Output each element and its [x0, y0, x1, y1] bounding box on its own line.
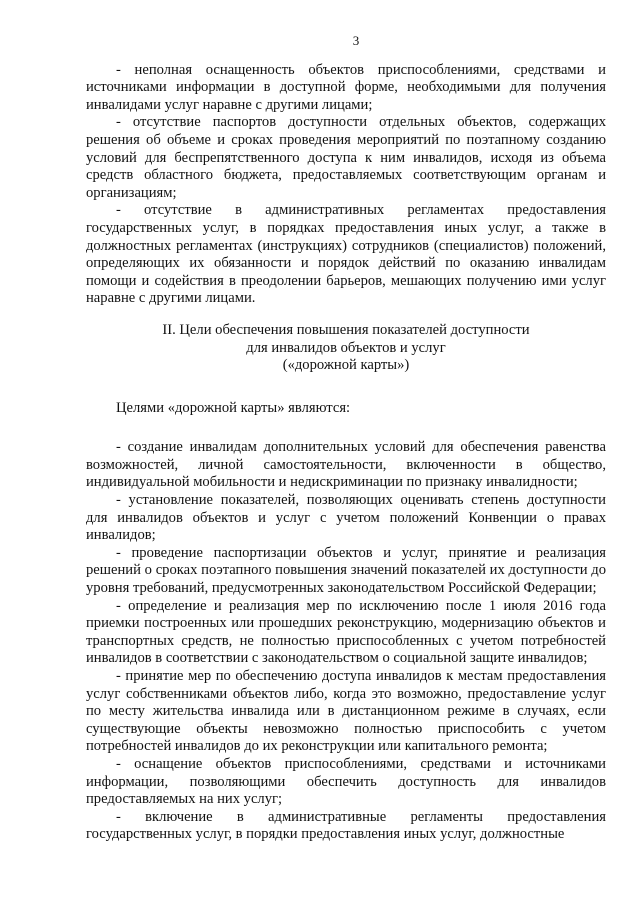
section-heading-line-2: для инвалидов объектов и услуг [246, 339, 446, 356]
section-heading-line-3: («дорожной карты») [282, 357, 410, 374]
paragraph-missing-passports: - отсутствие паспортов доступности отдельных объектов, содержащих решения об объеме и сроках проведения мероприятий по поэтапному созданию условий для беспрепятственного доступа к ним инвалидов, исходя из объема средств областного бюджета, предоставляемых соответствующим органам и организациям; [86, 114, 606, 201]
goal-acceptance-measures: - определение и реализация мер по исключению после 1 июля 2016 года приемки построенных или прошедших реконструкцию, модернизацию объектов и транспортных средств, не полностью приспособленных с учетом потребностей инвалидов в соответствии с законодательством о социальной защите инвалидов; [86, 597, 606, 667]
section-heading [86, 322, 606, 375]
goal-equal-conditions: - создание инвалидам дополнительных условий для обеспечения равенства возможностей, личной самостоятельности, включенности в общество, индивидуальной мобильности и недискриминации по признаку инвалидности; [86, 439, 606, 491]
goal-regulations-inclusion: - включение в административные регламенты предоставления государственных услуг, в порядки предоставления иных услуг, должностные [86, 808, 606, 843]
goal-equipping-objects: - оснащение объектов приспособлениями, средствами и источниками информации, позволяющими обеспечить доступность для инвалидов предоставляемых на них услуг; [86, 755, 606, 808]
goal-indicators: - установление показателей, позволяющих оценивать степень доступности для инвалидов объектов и услуг с учетом положений Конвенции о правах инвалидов; [86, 492, 606, 544]
paragraph-missing-regulations: - отсутствие в административных регламентах предоставления государственных услуг, в порядках предоставления иных услуг, а также в должностных регламентах (инструкциях) сотрудников (специалистов) положений, определяющих их обязанности и порядок действий по оказанию инвалидам помощи и содействия в преодолении барьеров, мешающих получению ими услуг наравне с другими лицами. [86, 202, 606, 307]
goals-intro: Целями «дорожной карты» являются: [116, 399, 351, 416]
goal-passportization: - проведение паспортизации объектов и услуг, принятие и реализация решений о сроках поэтапного повышения значений показателей их доступности до уровня требований, предусмотренных законодательством Российской Федерации; [86, 544, 606, 597]
goal-access-measures: - принятие мер по обеспечению доступа инвалидов к местам предоставления услуг собственниками объектов либо, когда это возможно, предоставление услуг по месту жительства инвалида или в дистанционном режиме в случаях, если существующие объекты невозможно полностью приспособить с учетом потребностей инвалидов до их реконструкции или капитального ремонта; [86, 668, 606, 755]
paragraph-incomplete-equipment: - неполная оснащенность объектов приспособлениями, средствами и источниками информации в доступной форме, необходимыми для получения инвалидами услуг наравне с другими лицами; [86, 61, 606, 113]
section-heading-line-1: II. Цели обеспечения повышения показателей доступности [162, 321, 530, 338]
page-number: 3 [352, 33, 360, 48]
